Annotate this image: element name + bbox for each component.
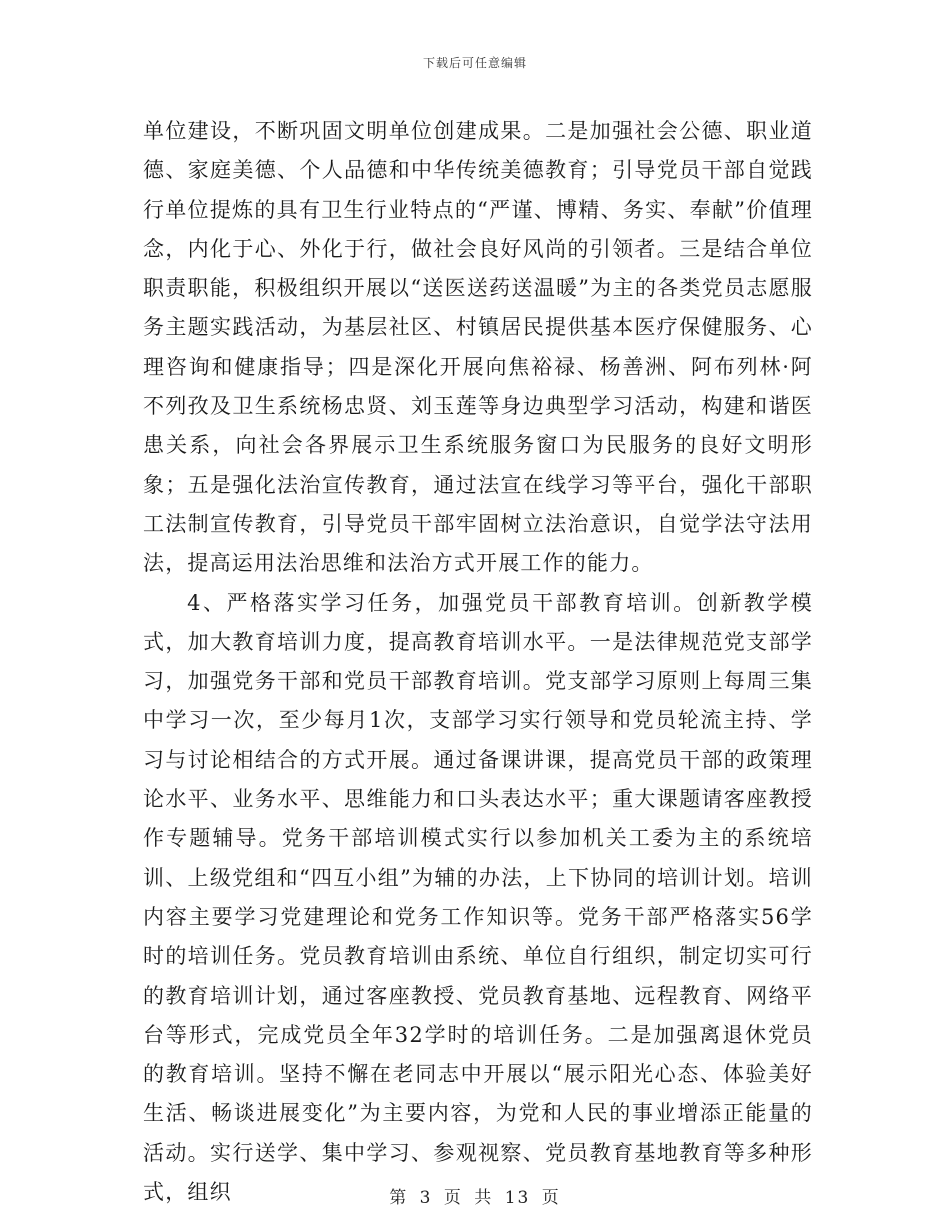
- page-number-footer: 第 3 页 共 13 页: [389, 1188, 561, 1208]
- paragraph-continued: 单位建设，不断巩固文明单位创建成果。二是加强社会公德、职业道德、家庭美德、个人品德和中华传统美德教育；引导党员干部自觉践行单位提炼的具有卫生行业特点的“严谨、博精、务实、奉献”价值理念，内化于心、外化于行，做社会良好风尚的引领者。三是结合单位职责职能，积极组织开展以“送医送药送温暖”为主的各类党员志愿服务主题实践活动，为基层社区、村镇居民提供基本医疗保健服务、心理咨询和健康指导；四是深化开展向焦裕禄、杨善洲、阿布列林·阿不列孜及卫生系统杨忠贤、刘玉莲等身边典型学习活动，构建和谐医患关系，向社会各界展示卫生系统服务窗口为民服务的良好文明形象；五是强化法治宣传教育，通过法宣在线学习等平台，强化干部职工法制宣传教育，引导党员干部牢固树立法治意识，自觉学法守法用法，提高运用法治思维和法治方式开展工作的能力。: [143, 119, 813, 576]
- page-header: 下载后可任意编辑: [422, 56, 527, 70]
- document-body: [143, 112, 813, 1212]
- paragraph-section-4: 4、严格落实学习任务，加强党员干部教育培训。创新教学模式，加大教育培训力度，提高教育培训水平。一是法律规范党支部学习，加强党务干部和党员干部教育培训。党支部学习原则上每周三集中学习一次，至少每月1次，支部学习实行领导和党员轮流主持、学习与讨论相结合的方式开展。通过备课讲课，提高党员干部的政策理论水平、业务水平、思维能力和口头表达水平；重大课题请客座教授作专题辅导。党务干部培训模式实行以参加机关工委为主的系统培训、上级党组和“四互小组”为辅的办法，上下协同的培训计划。培训内容主要学习党建理论和党务工作知识等。党务干部严格落实56学时的培训任务。党员教育培训由系统、单位自行组织，制定切实可行的教育培训计划，通过客座教授、党员教育基地、远程教育、网络平台等形式，完成党员全年32学时的培训任务。二是加强离退休党员的教育培训。坚持不懈在老同志中开展以“展示阳光心态、体验美好生活、畅谈进展变化”为主要内容，为党和人民的事业增添正能量的活动。实行送学、集中学习、参观视察、党员教育基地教育等多种形式，组织: [143, 590, 813, 1205]
